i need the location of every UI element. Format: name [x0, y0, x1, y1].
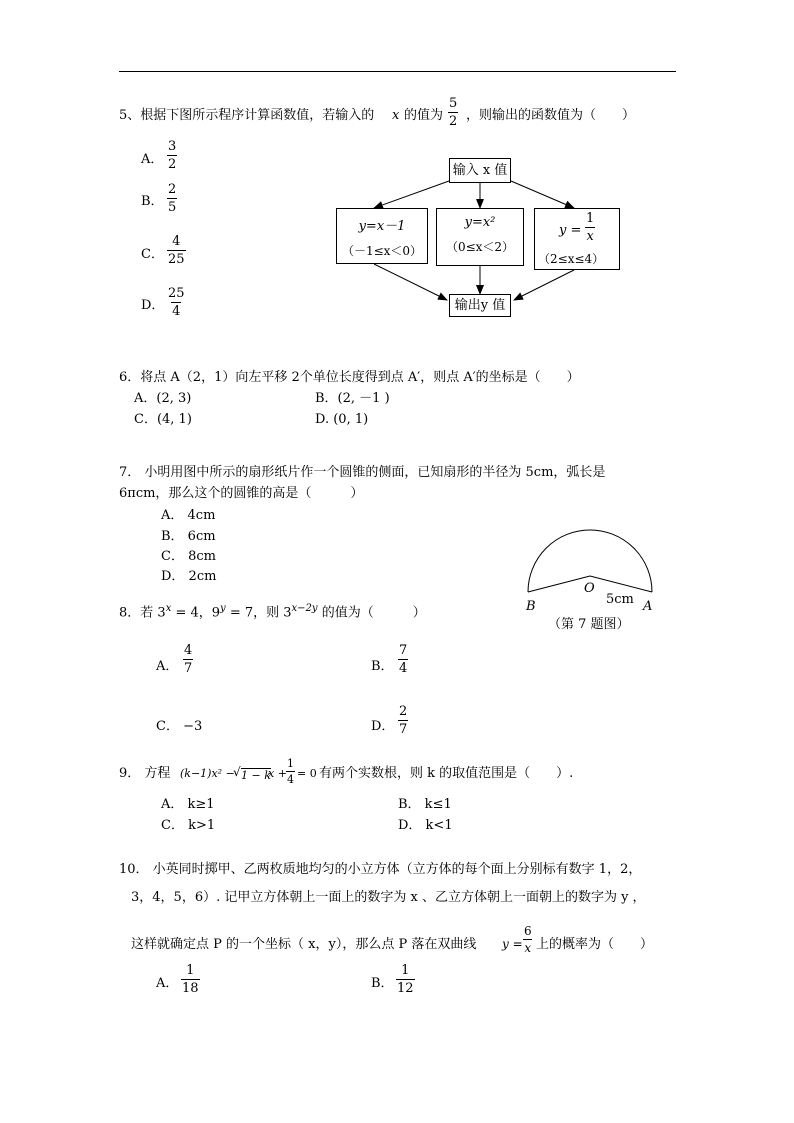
q10-stem-line2: 3，4，5，6）. 记甲立方体朝上一面上的数字为 x 、乙立方体朝上一面朝上的数字为 y ，: [131, 890, 646, 905]
q5-box3-fraction: $\frac{1}{x}$: [586, 211, 595, 244]
q7-stem-line2: 6πcm，那么这个的圆锥的高是（ ）: [119, 486, 364, 501]
q5-stem-post: ，则输出的函数值为（ ）: [466, 108, 636, 123]
q5-option-a-fraction: $\frac{3}{2}$: [168, 139, 177, 172]
q6-option-a: A．(2, 3): [134, 391, 192, 406]
q10-stem-line3-post: 上的概率为（ ）: [536, 937, 654, 952]
q5-option-d-label: D．: [141, 298, 165, 313]
arrow-box3-to-output: [514, 270, 574, 300]
q7-option-d: D． 2cm: [161, 569, 217, 584]
q7-option-c: C． 8cm: [161, 549, 216, 564]
q5-var-x: x: [392, 108, 400, 123]
q5-stem-pre: 5、根据下图所示程序计算函数值，若输入的: [119, 108, 375, 123]
q7-radius-oa: [590, 576, 652, 592]
q10-stem-line3-pre: 这样就确定点 P 的一个坐标（ x，y），那么点 P 落在双曲线: [131, 937, 477, 952]
q9-option-c: C． k>1: [161, 818, 216, 833]
q5-option-b-label: B．: [141, 194, 164, 209]
q6-option-c: C．(4, 1): [134, 412, 192, 427]
q5-box2-line1: y=x²: [464, 215, 496, 230]
q9-eq-part2: x +: [268, 767, 287, 780]
q5-box3: [534, 208, 620, 270]
q5-box2-line2: （0≤x＜2）: [445, 240, 515, 254]
q5-option-c-fraction: $\frac{4}{25}$: [168, 234, 185, 267]
q5-flowchart-arrows: [0, 0, 794, 400]
q7-stem-line1: 7． 小明用图中所示的扇形纸片作一个圆锥的侧面，已知扇形的半径为 5cm，弧长是: [119, 465, 606, 480]
q8-option-c: C． −3: [156, 719, 203, 734]
q6-stem: 6．将点 A（2，1）向左平移 2个单位长度得到点 A′，则点 A′的坐标是（ ）: [119, 370, 580, 385]
arrow-input-to-box3: [511, 181, 574, 208]
q5-stem-mid: 的值为: [404, 108, 444, 123]
q10-option-a-label: A．: [156, 976, 179, 991]
q10-stem-line1: 10． 小英同时掷甲、乙两枚质地均匀的小立方体（立方体的每个面上分别标有数字 1，2，: [119, 862, 642, 877]
q10-option-b-fraction: $\frac{1}{12}$: [397, 963, 414, 996]
q5-box2: [436, 208, 524, 266]
q8-stem: 8．若 $3^x = 4$，$9^y = 7$，则 $3^{x-2y}$ 的值为（ ）: [119, 603, 426, 621]
q10-option-a-fraction: $\frac{1}{18}$: [182, 963, 199, 996]
q5-option-a-label: A．: [141, 152, 164, 167]
q5-box3-line2: （2≤x≤4）: [538, 252, 605, 266]
q7-radius-ob: [528, 576, 590, 592]
q5-box1-line2: （－1≤x＜0）: [341, 244, 423, 258]
q5-input-box: 输入 x 值: [449, 158, 511, 183]
q10-option-b-label: B．: [371, 976, 394, 991]
q8-option-b-fraction: $\frac{7}{4}$: [399, 643, 408, 676]
q5-option-d-fraction: $\frac{25}{4}$: [168, 286, 185, 319]
q9-option-b: B． k≤1: [398, 797, 452, 812]
q5-box1-line1: y=x－1: [358, 219, 406, 234]
q6-option-b: B．(2, －1 ): [315, 391, 390, 406]
q9-eq-fraction: $\frac{1}{4}$: [287, 757, 294, 786]
q10-eq-fraction: $\frac{6}{x}$: [524, 924, 532, 955]
q7-label-a: A: [643, 599, 653, 614]
q7-option-b: B． 6cm: [161, 529, 216, 544]
arrow-box1-to-output: [374, 264, 447, 300]
q9-stem-post: 有两个实数根，则 k 的取值范围是（ ）.: [319, 766, 574, 781]
q6-option-d: D. (0, 1): [315, 412, 369, 427]
q7-figure-caption: （第 7 题图）: [548, 617, 630, 632]
q9-sqrt-sign: √: [233, 765, 241, 779]
q5-input-fraction: $\frac{5}{2}$: [449, 96, 458, 129]
q8-option-a-label: A．: [156, 659, 179, 674]
q10-eq-y: y =: [502, 937, 523, 951]
q7-label-b: B: [526, 599, 536, 614]
q7-label-radius: 5cm: [606, 592, 634, 607]
q5-box3-y: y =: [559, 223, 582, 238]
q9-eq-sqrt: 1 − k: [241, 769, 271, 782]
q5-option-c-label: C．: [141, 247, 164, 262]
q7-option-a: A． 4cm: [161, 508, 216, 523]
q8-option-a-fraction: $\frac{4}{7}$: [184, 643, 193, 676]
q9-eq-part1: (k−1)x² −: [180, 767, 235, 780]
q9-option-a: A． k≥1: [161, 797, 215, 812]
q7-label-o: O: [584, 581, 595, 596]
q8-option-d-fraction: $\frac{2}{7}$: [399, 704, 408, 737]
q9-stem-pre: 9． 方程: [119, 766, 171, 781]
q5-output-box: 输出y 值: [449, 294, 511, 317]
q8-option-b-label: B．: [371, 659, 394, 674]
q7-sector-figure: [520, 502, 670, 602]
q8-option-d-label: D．: [371, 719, 395, 734]
q5-option-b-fraction: $\frac{2}{5}$: [168, 182, 177, 215]
arrow-input-to-box1: [374, 181, 449, 208]
q5-box1: [336, 208, 428, 264]
q9-eq-part3: = 0: [297, 767, 317, 780]
q9-option-d: D． k<1: [398, 818, 453, 833]
